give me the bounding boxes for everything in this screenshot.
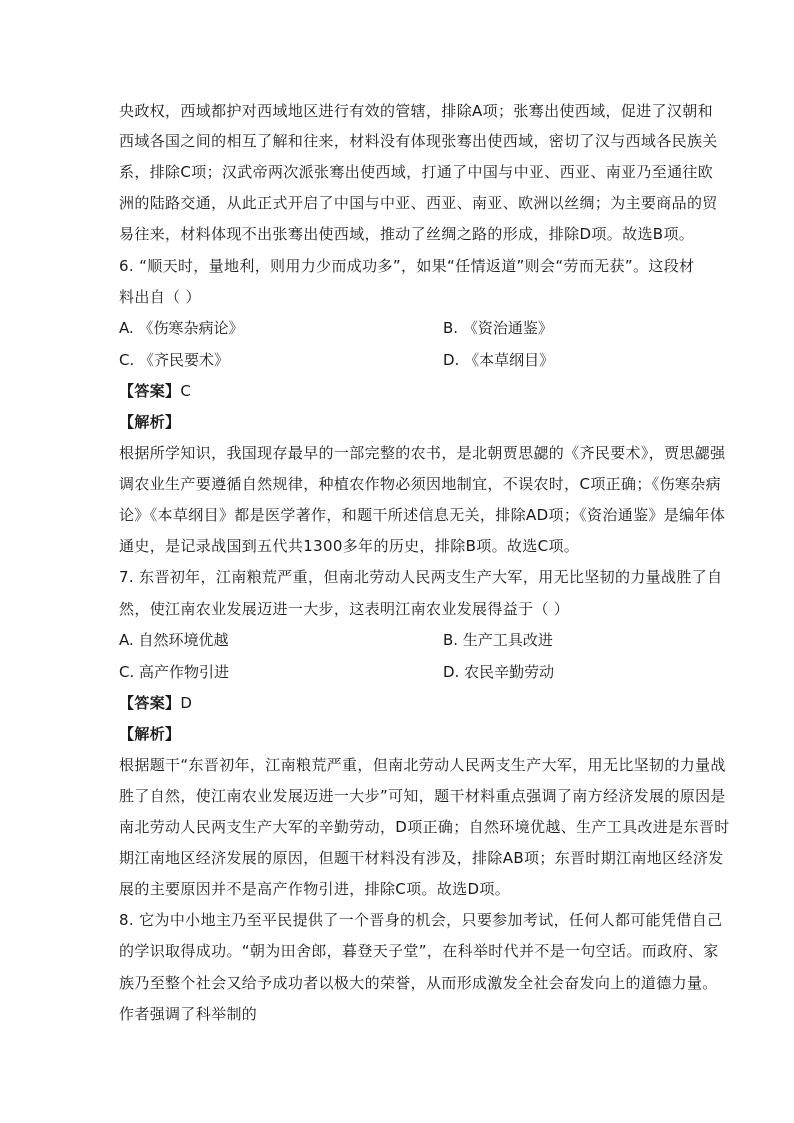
q6-option-a: A. 《伤寒杂病论》 [119, 319, 244, 337]
q5-analysis-line-1: 央政权，西域都护对西域地区进行有效的管辖，排除A项；张骞出使西域，促进了汉朝和 [119, 102, 713, 120]
q5-analysis-line-2: 西域各国之间的相互了解和往来，材料没有体现张骞出使西域，密切了汉与西域各民族关 [119, 132, 718, 150]
answer-label: 【答案】 [119, 694, 181, 712]
answer-value: C [180, 382, 192, 400]
q8-stem-line-3: 族乃至整个社会又给予成功者以极大的荣誉，从而形成激发全社会奋发向上的道德力量。 [119, 974, 718, 992]
q7-stem-line-2: 然，使江南农业发展迈进一大步，这表明江南农业发展得益于（ ） [119, 600, 570, 618]
q7-analysis-line-1: 根据题干“东晋初年，江南粮荒严重，但南北劳动人民两支生产大军，用无比坚韧的力量战 [119, 756, 726, 774]
q5-analysis-line-3: 系，排除C项；汉武帝两次派张骞出使西域，打通了中国与中亚、西亚、南亚乃至通往欧 [119, 163, 714, 181]
q8-stem-line-4: 作者强调了科举制的 [119, 1005, 258, 1023]
q8-stem-line-2: 的学识取得成功。“朝为田舍郎，暮登天子堂”，在科举时代并不是一句空话。而政府、家 [119, 942, 719, 960]
q6-stem-line-1: 6. “顺天时，量地利，则用力少而成功多”，如果“任情返道”则会“劳而无获”。这段材 [119, 257, 695, 275]
answer-label: 【答案】 [119, 382, 181, 400]
q7-option-d: D. 农民辛勤劳动 [443, 663, 555, 681]
q6-stem-line-2: 料出自（ ） [119, 288, 201, 306]
q7-analysis-line-3: 南北劳动人民两支生产大军的辛勤劳动，D项正确；自然环境优越、生产工具改进是东晋时 [119, 818, 730, 836]
answer-value: D [180, 694, 193, 712]
q8-stem-line-1: 8. 它为中小地主乃至平民提供了一个晋身的机会，只要参加考试，任何人都可能凭借自己 [119, 911, 723, 929]
q7-analysis-label: 【解析】 [119, 725, 181, 743]
q6-option-d: D. 《本草纲目》 [443, 351, 555, 369]
q7-option-c: C. 高产作物引进 [119, 663, 230, 681]
q6-analysis-line-1: 根据所学知识，我国现存最早的一部完整的农书，是北朝贾思勰的《齐民要术》，贾思勰强 [119, 444, 726, 462]
q7-option-b: B. 生产工具改进 [443, 631, 553, 649]
q7-analysis-line-2: 胜了自然，使江南农业发展迈进一大步”可知，题干材料重点强调了南方经济发展的原因是 [119, 787, 726, 805]
q6-analysis-line-3: 论》《本草纲目》都是医学著作，和题干所述信息无关，排除AD项；《资治通鉴》是编年体 [119, 506, 726, 524]
q5-analysis-line-5: 易往来，材料体现不出张骞出使西域，推动了丝绸之路的形成，排除D项。故选B项。 [119, 225, 695, 243]
q7-analysis-line-5: 展的主要原因并不是高产作物引进，排除C项。故选D项。 [119, 880, 511, 898]
q6-answer [119, 381, 191, 401]
q6-option-c: C. 《齐民要术》 [119, 351, 230, 369]
q5-analysis-line-4: 洲的陆路交通，从此正式开启了中国与中亚、西亚、南亚、欧洲以丝绸；为主要商品的贸 [119, 194, 718, 212]
q7-stem-line-1: 7. 东晋初年，江南粮荒严重，但南北劳动人民两支生产大军，用无比坚韧的力量战胜了自 [119, 568, 723, 586]
q7-answer [119, 693, 192, 713]
q6-option-b: B. 《资治通鉴》 [443, 319, 553, 337]
q6-analysis-label: 【解析】 [119, 413, 181, 431]
q7-option-a: A. 自然环境优越 [119, 631, 229, 649]
q7-analysis-line-4: 期江南地区经济发展的原因，但题干材料没有涉及，排除AB项；东晋时期江南地区经济发 [119, 849, 724, 867]
q6-analysis-line-4: 通史，是记录战国到五代共1300多年的历史，排除B项。故选C项。 [119, 537, 580, 555]
q6-analysis-line-2: 调农业生产要遵循自然规律，种植农作物必须因地制宜，不误农时，C项正确；《伤寒杂病 [119, 475, 721, 493]
